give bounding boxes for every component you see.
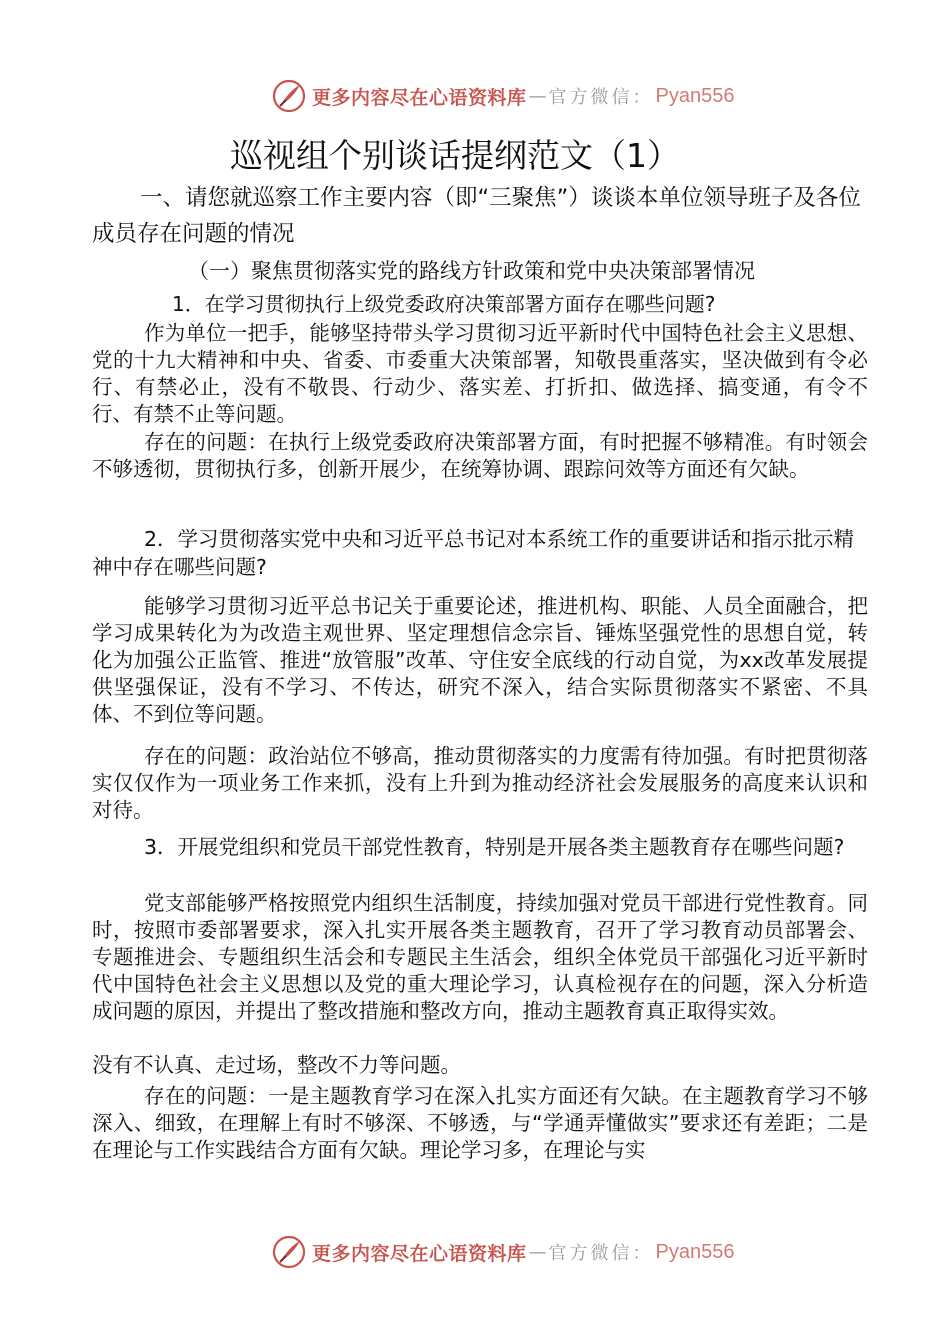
banner-wechat-id: Pyan556 xyxy=(655,1240,735,1263)
question-2: 2．学习贯彻落实党中央和习近平总书记对本系统工作的重要讲话和指示批示精神中存在哪些问题? xyxy=(92,527,855,579)
header-banner xyxy=(0,76,950,116)
banner-wechat-id: Pyan556 xyxy=(655,84,735,107)
banner-dash: — xyxy=(528,85,547,107)
feather-logo-icon xyxy=(272,79,306,113)
banner-dash: — xyxy=(528,1241,547,1263)
problem-3: 存在的问题：一是主题教育学习在深入扎实方面还有欠缺。在主题教育学习不够深入、细致，在理解上有时不够深、不够透，与“学通弄懂做实”要求还有差距；二是在理论与工作实践结合方面有欠缺。理论学习多，在理论与实 xyxy=(92,1084,868,1162)
answer-2: 能够学习贯彻习近平总书记关于重要论述，推进机构、职能、人员全面融合，把学习成果转化为为改造主观世界、坚定理想信念宗旨、锤炼坚强党性的思想自觉，转化为加强公正监管、推进“放管服”改革、守住安全底线的行动自觉，为xx改革发展提供坚强保证，没有不学习、不传达，研究不深入，结合实际贯彻落实不紧密、不具体、不到位等问题。 xyxy=(92,594,868,726)
banner-brand-text: 更多内容尽在心语资料库 xyxy=(312,1242,527,1265)
question-1: 1．在学习贯彻执行上级党委政府决策部署方面存在哪些问题? xyxy=(172,292,716,316)
problem-2: 存在的问题：政治站位不够高，推动贯彻落实的力度需有待加强。有时把贯彻落实仅仅作为一项业务工作来抓，没有上升到为推动经济社会发展服务的高度来认识和对待。 xyxy=(92,744,868,822)
problem-1: 存在的问题：在执行上级党委政府决策部署方面，有时把握不够精准。有时领会不够透彻，贯彻执行多，创新开展少，在统筹协调、跟踪问效等方面还有欠缺。 xyxy=(92,430,868,481)
question-3: 3．开展党组织和党员干部党性教育，特别是开展各类主题教育存在哪些问题? xyxy=(144,835,845,859)
subsection-heading-1: （一）聚焦贯彻落实党的路线方针政策和党中央决策部署情况 xyxy=(188,259,755,283)
answer-3: 党支部能够严格按照党内组织生活制度，持续加强对党员干部进行党性教育。同时，按照市委部署要求，深入扎实开展各类主题教育，召开了学习教育动员部署会、专题推进会、专题组织生活会和专题民主生活会，组织全体党员干部强化习近平新时代中国特色社会主义思想以及党的重大理论学习，认真检视存在的问题，深入分析造成问题的原因，并提出了整改措施和整改方向，推动主题教育真正取得实效。 xyxy=(92,891,868,1023)
banner-brand-text: 更多内容尽在心语资料库 xyxy=(312,86,527,109)
document-title: 巡视组个别谈话提纲范文（1） xyxy=(230,136,680,175)
banner-wechat-label: 官方微信： xyxy=(548,87,654,108)
answer-3-conclusion: 没有不认真、走过场，整改不力等问题。 xyxy=(92,1053,461,1077)
feather-logo-icon xyxy=(272,1235,306,1269)
banner-wechat-label: 官方微信： xyxy=(548,1243,654,1264)
section-heading-1: 一、请您就巡察工作主要内容（即“三聚焦”）谈谈本单位领导班子及各位成员存在问题的情况 xyxy=(92,185,861,247)
answer-1: 作为单位一把手，能够坚持带头学习贯彻习近平新时代中国特色社会主义思想、党的十九大精神和中央、省委、市委重大决策部署，知敬畏重落实，坚决做到有令必行、有禁必止，没有不敬畏、行动少、落实差、打折扣、做选择、搞变通，有令不行、有禁不止等问题。 xyxy=(92,321,868,426)
footer-banner xyxy=(0,1232,950,1272)
